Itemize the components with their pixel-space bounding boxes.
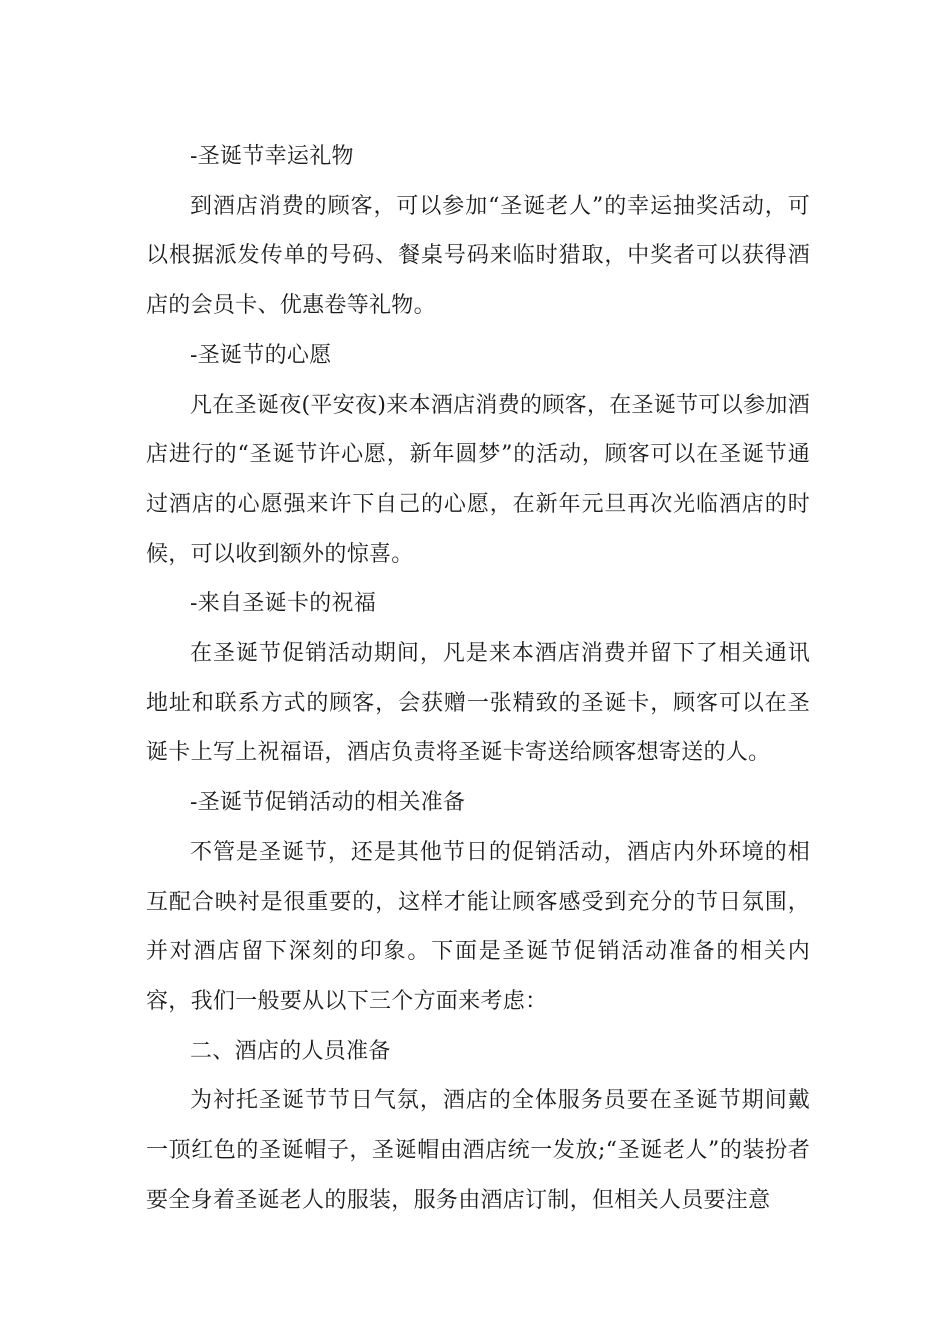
section-heading-staff: 二、酒店的人员准备 <box>190 1038 391 1064</box>
paragraph-wish-activity: 凡在圣诞夜(平安夜)来本酒店消费的顾客，在圣诞节可以参加酒店进行的“圣诞节许心愿，新年圆梦”的活动，顾客可以在圣诞节通过酒店的心愿强来许下自己的心愿，在新年元旦再次光临酒店的时候，可以收到额外的惊喜。 <box>146 392 810 567</box>
paragraph-preparation: 不管是圣诞节，还是其他节日的促销活动，酒店内外环境的相互配合映衬是很重要的，这样才能让顾客感受到充分的节日氛围，并对酒店留下深刻的印象。下面是圣诞节促销活动准备的相关内容，我们一般要从以下三个方面来考虑： <box>146 839 810 1014</box>
section-heading-christmas-card: -来自圣诞卡的祝福 <box>190 591 377 617</box>
section-heading-wish: -圣诞节的心愿 <box>190 342 332 368</box>
paragraph-lucky-draw: 到酒店消费的顾客，可以参加“圣诞老人”的幸运抽奖活动，可以根据派发传单的号码、餐桌号码来临时猎取，中奖者可以获得酒店的会员卡、优惠卷等礼物。 <box>146 193 810 319</box>
section-heading-preparation: -圣诞节促销活动的相关准备 <box>190 790 466 816</box>
paragraph-christmas-card: 在圣诞节促销活动期间，凡是来本酒店消费并留下了相关通讯地址和联系方式的顾客，会获赠一张精致的圣诞卡，顾客可以在圣诞卡上写上祝福语，酒店负责将圣诞卡寄送给顾客想寄送的人。 <box>146 641 810 766</box>
document-body <box>146 132 810 1225</box>
section-heading-lucky-gift: -圣诞节幸运礼物 <box>190 144 354 169</box>
paragraph-staff: 为衬托圣诞节节日气氛，酒店的全体服务员要在圣诞节期间戴一顶红色的圣诞帽子，圣诞帽由酒店统一发放;“圣诞老人”的装扮者要全身着圣诞老人的服装，服务由酒店订制，但相关人员要注意 <box>146 1088 810 1213</box>
